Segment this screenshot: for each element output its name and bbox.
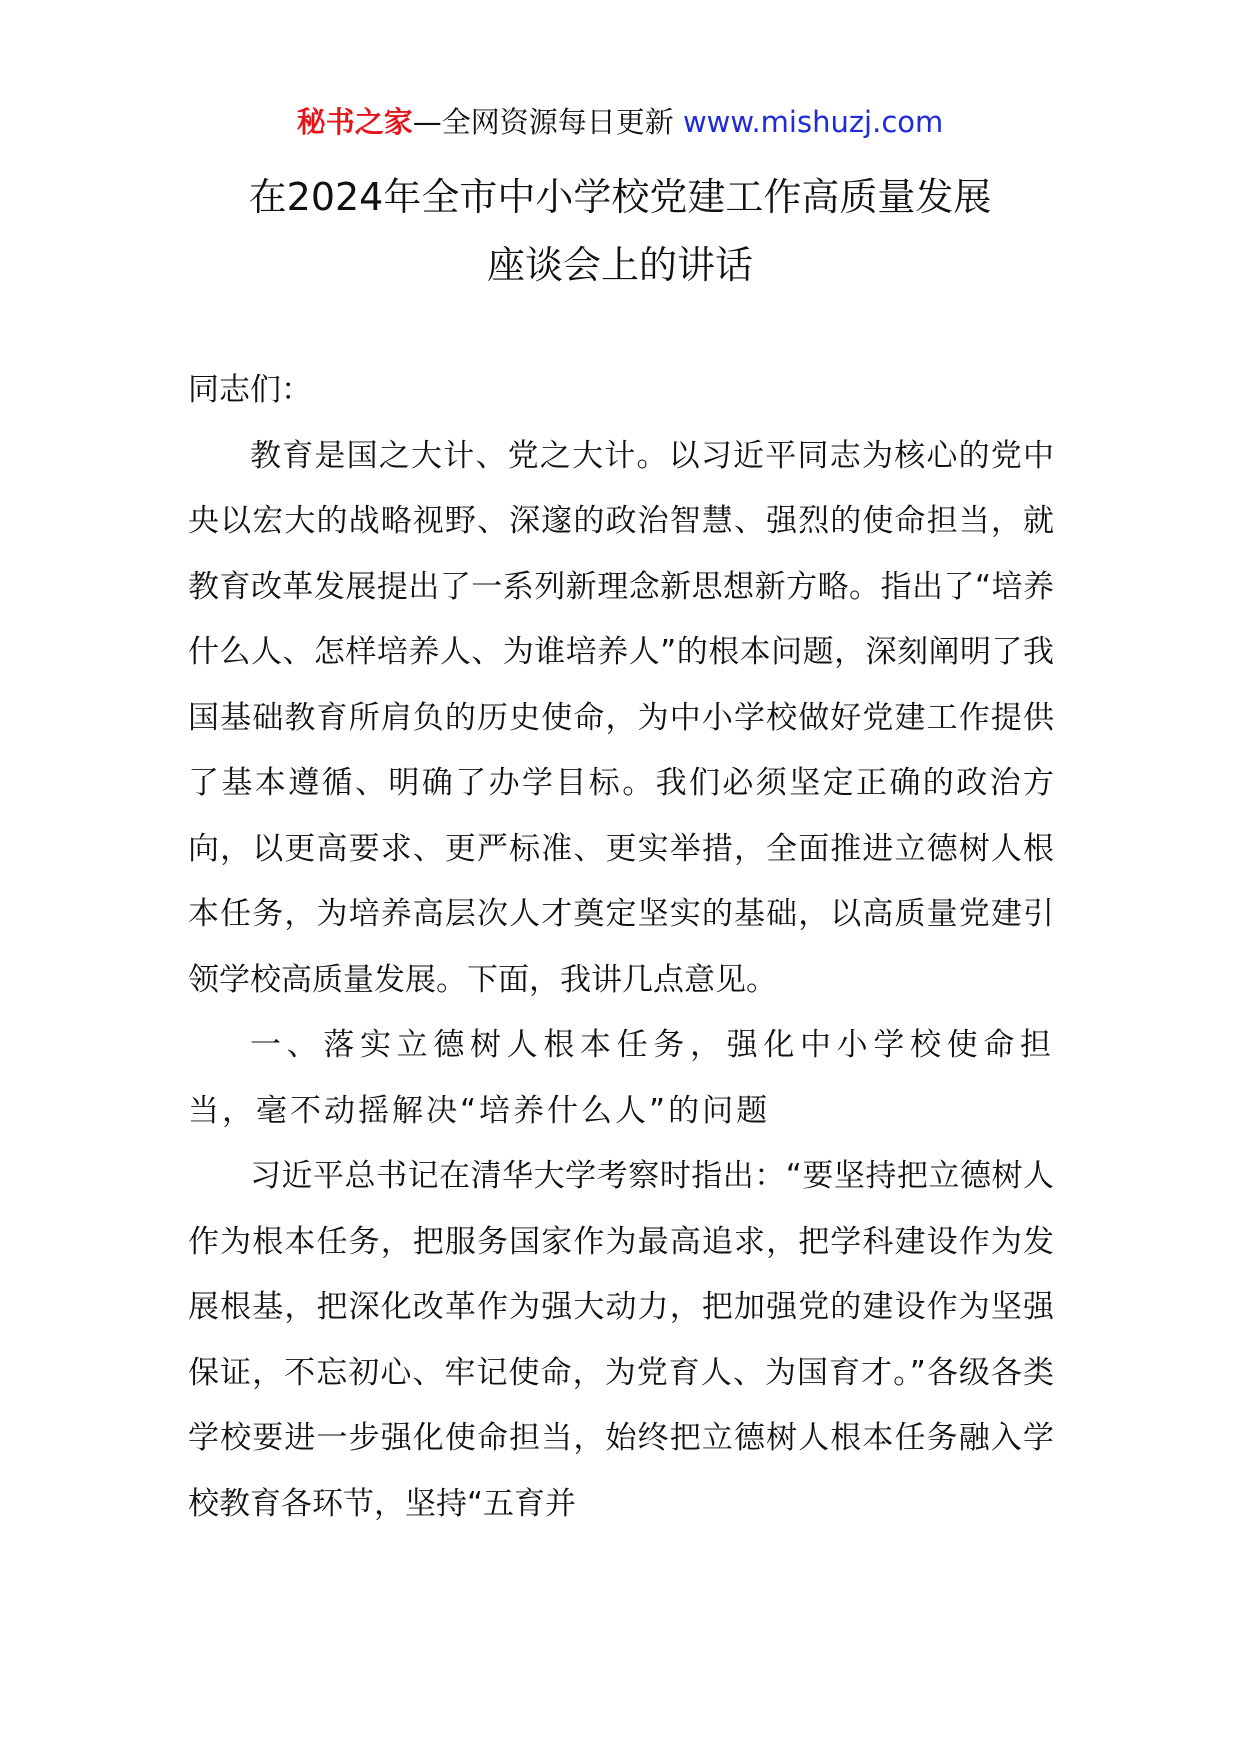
brand-name: 秘书之家 [296, 105, 413, 139]
document-title [0, 163, 1240, 299]
salutation: 同志们： [188, 372, 312, 408]
title-line-2: 座谈会上的讲话 [486, 243, 753, 287]
site-banner [0, 100, 1240, 144]
section-heading-1: 一、落实立德树人根本任务，强化中小学校使命担当，毫不动摇解决“培养什么人”的问题 [188, 1027, 1054, 1129]
site-url-link[interactable]: www.mishuzj.com [682, 105, 944, 139]
title-line-1: 在2024年全市中小学校党建工作高质量发展 [248, 175, 992, 219]
document-body [188, 358, 1054, 1537]
body-paragraph-1: 教育是国之大计、党之大计。以习近平同志为核心的党中央以宏大的战略视野、深邃的政治智慧、强烈的使命担当，就教育改革发展提出了一系列新理念新思想新方略。指出了“培养什么人、怎样培养人、为谁培养人”的根本问题，深刻阐明了我国基础教育所肩负的历史使命，为中小学校做好党建工作提供了基本遵循、明确了办学目标。我们必须坚定正确的政治方向，以更高要求、更严标准、更实举措，全面推进立德树人根本任务，为培养高层次人才奠定坚实的基础，以高质量党建引领学校高质量发展。下面，我讲几点意见。 [188, 437, 1054, 998]
banner-tagline: —全网资源每日更新 [412, 105, 683, 139]
body-paragraph-2: 习近平总书记在清华大学考察时指出：“要坚持把立德树人作为根本任务，把服务国家作为最高追求，把学科建设作为发展根基，把深化改革作为强大动力，把加强党的建设作为坚强保证，不忘初心、牢记使命，为党育人、为国育才。”各级各类学校要进一步强化使命担当，始终把立德树人根本任务融入学校教育各环节，坚持“五育并 [188, 1158, 1054, 1522]
